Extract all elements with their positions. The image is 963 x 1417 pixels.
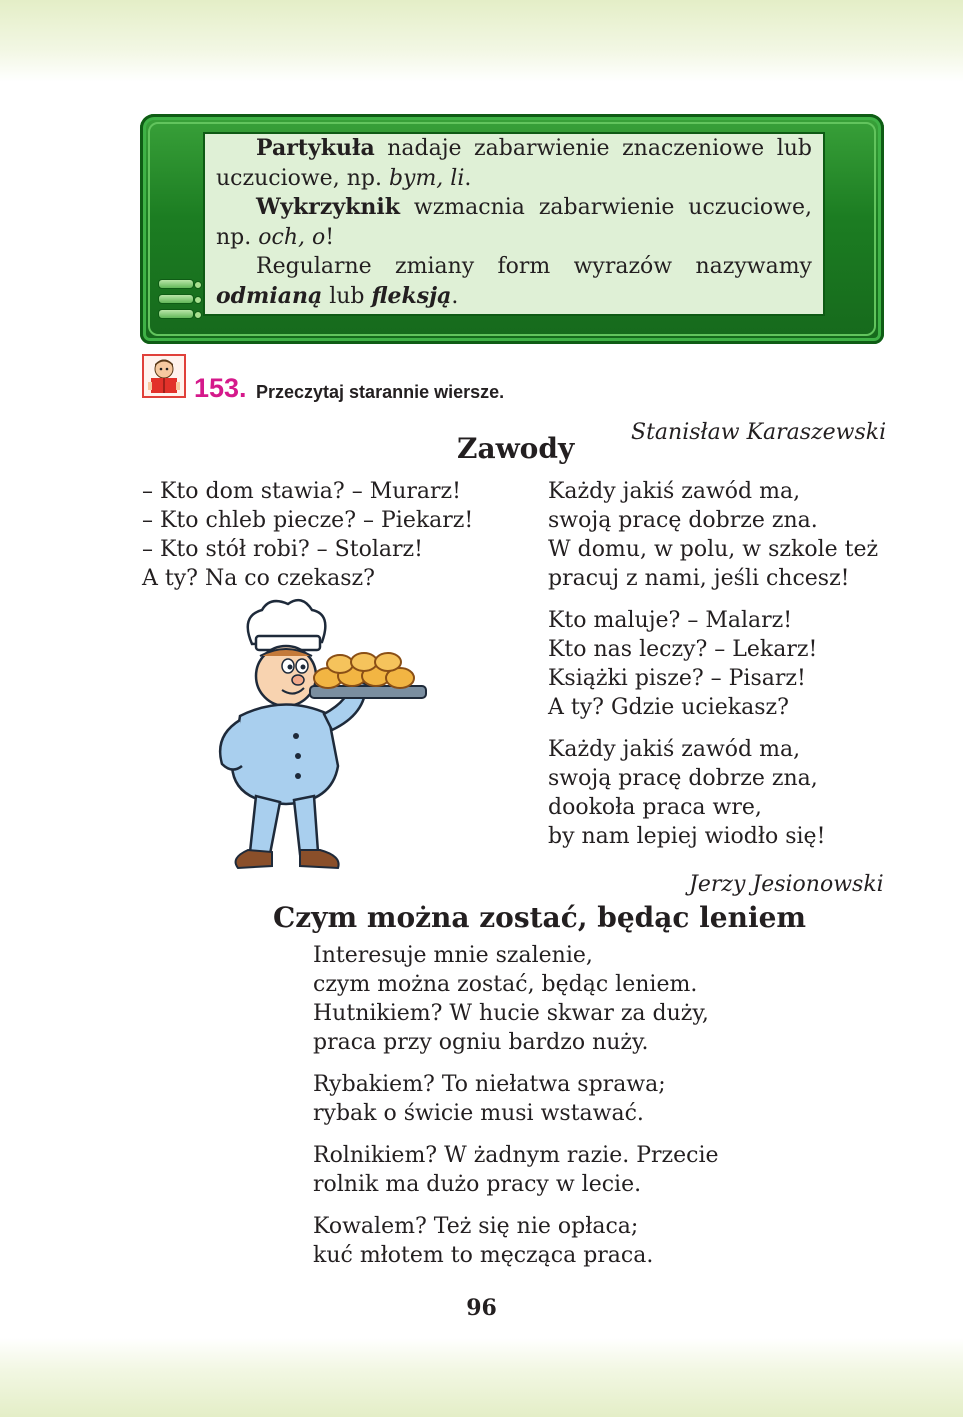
poem2-stanza bbox=[313, 1141, 719, 1199]
poem-line: kuć młotem to męcząca praca. bbox=[313, 1243, 654, 1268]
poem2-author: Jerzy Jesionowski bbox=[689, 872, 884, 897]
poem-line: Kto nas leczy? – Lekarz! bbox=[548, 637, 818, 662]
poem1-title: Zawody bbox=[457, 432, 575, 465]
poem-line: – Kto dom stawia? – Murarz! bbox=[142, 479, 461, 504]
poem1-stanza bbox=[548, 606, 878, 722]
poem-line: swoją pracę dobrze zna. bbox=[548, 508, 818, 533]
poem2-title: Czym można zostać, będąc leniem bbox=[273, 901, 807, 934]
rule-particle bbox=[216, 134, 812, 193]
frame-control-2 bbox=[158, 294, 194, 304]
rule-inflection bbox=[216, 252, 812, 311]
rule-box-text bbox=[216, 134, 812, 311]
poem-line: Rolnikiem? W żadnym razie. Przecie bbox=[313, 1143, 719, 1168]
poem-line: A ty? Na co czekasz? bbox=[142, 566, 375, 591]
example-particle: bym, li bbox=[388, 165, 465, 191]
frame-control-3 bbox=[158, 309, 194, 319]
rule-interjection-text: wzmacnia zabarwienie uczuciowe, np. bbox=[216, 195, 812, 250]
poem-line: Rybakiem? To niełatwa sprawa; bbox=[313, 1072, 666, 1097]
punct: . bbox=[451, 283, 459, 309]
exercise-number: 153. bbox=[194, 373, 247, 403]
term-odmiana: odmianą bbox=[216, 282, 323, 309]
poem-line: Każdy jakiś zawód ma, bbox=[548, 737, 801, 762]
poem-line: Interesuje mnie szalenie, bbox=[313, 943, 593, 968]
exercise-instruction: Przeczytaj starannie wiersze. bbox=[256, 382, 505, 402]
poem-line: Każdy jakiś zawód ma, bbox=[548, 479, 801, 504]
poem1-left-stanza bbox=[142, 477, 473, 593]
frame-control-1 bbox=[158, 279, 194, 289]
rule-interjection bbox=[216, 193, 812, 252]
poem-line: A ty? Gdzie uciekasz? bbox=[548, 695, 789, 720]
punct: ! bbox=[325, 224, 335, 250]
poem-line: W domu, w polu, w szkole też bbox=[548, 537, 879, 562]
poem-line: – Kto chleb piecze? – Piekarz! bbox=[142, 508, 474, 533]
poem2-stanza bbox=[313, 1070, 719, 1128]
poem-line: pracuj z nami, jeśli chcesz! bbox=[548, 566, 850, 591]
poem-line: praca przy ogniu bardzo nuży. bbox=[313, 1030, 649, 1055]
rule-inflection-mid: lub bbox=[322, 283, 372, 309]
poem-line: Hutnikiem? W hucie skwar za duży, bbox=[313, 1001, 709, 1026]
poem-line: by nam lepiej wiodło się! bbox=[548, 824, 826, 849]
poem-line: czym można zostać, będąc leniem. bbox=[313, 972, 698, 997]
poem1-right-column bbox=[548, 477, 878, 864]
poem2-body bbox=[313, 941, 719, 1283]
bottom-decor-band bbox=[0, 1338, 963, 1417]
poem2-stanza bbox=[313, 941, 719, 1057]
term-particle: Partykuła bbox=[256, 135, 375, 161]
poem-line: dookoła praca wre, bbox=[548, 795, 762, 820]
poem-line: swoją pracę dobrze zna, bbox=[548, 766, 818, 791]
poem-line: Kto maluje? – Malarz! bbox=[548, 608, 793, 633]
poem2-stanza bbox=[313, 1212, 719, 1270]
example-interjection: och, o bbox=[258, 224, 326, 250]
poem-line: Kowalem? Też się nie opłaca; bbox=[313, 1214, 639, 1239]
term-fleksja: fleksją bbox=[371, 282, 452, 309]
poem-line: rolnik ma dużo pracy w lecie. bbox=[313, 1172, 642, 1197]
poem-line: Książki pisze? – Pisarz! bbox=[548, 666, 806, 691]
poem-line: rybak o świcie musi wstawać. bbox=[313, 1101, 644, 1126]
term-interjection: Wykrzyknik bbox=[256, 194, 400, 220]
reading-child-icon bbox=[142, 354, 186, 398]
poem1-stanza bbox=[548, 735, 878, 851]
poem1-author: Stanisław Karaszewski bbox=[631, 420, 887, 445]
top-decor-band bbox=[0, 0, 963, 82]
poem1-stanza bbox=[548, 477, 878, 593]
rule-particle-text: nadaje zabarwienie znaczeniowe lub uczuciowe, np. bbox=[216, 136, 812, 191]
page-number: 96 bbox=[466, 1295, 497, 1321]
punct: . bbox=[464, 165, 472, 191]
baker-with-bread-tray-icon bbox=[200, 596, 440, 880]
poem-line: – Kto stół robi? – Stolarz! bbox=[142, 537, 423, 562]
rule-inflection-text: Regularne zmiany form wyrazów nazywamy bbox=[256, 254, 812, 279]
